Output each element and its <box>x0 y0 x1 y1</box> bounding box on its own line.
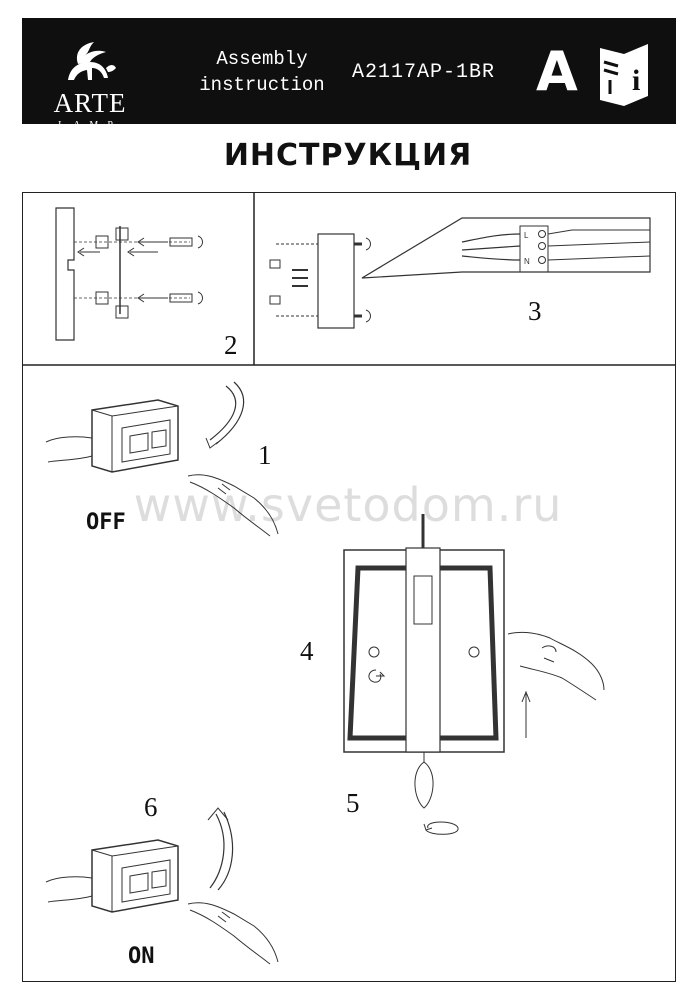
hand-push-illustration <box>504 620 624 750</box>
wall-lamp-illustration <box>340 510 510 810</box>
power-switch-off-illustration <box>38 380 288 550</box>
step-number-3: 3 <box>528 296 542 326</box>
terminal-label-l: L <box>524 231 529 240</box>
terminal-label-n: N <box>524 257 530 266</box>
switch-on-label: ON <box>128 944 155 969</box>
wiring-diagram <box>262 208 662 338</box>
step-number-6: 6 <box>144 792 158 822</box>
watermark: www.svetodom.ru <box>133 478 563 532</box>
document-letter: A <box>536 40 578 103</box>
brand-name: ARTE <box>53 88 127 118</box>
switch-off-label: OFF <box>86 510 126 535</box>
power-switch-on-illustration <box>38 800 288 970</box>
rotate-arrow-icon <box>420 816 464 840</box>
document-title: Assembly instruction <box>199 48 325 96</box>
step-number-2: 2 <box>224 330 238 360</box>
model-number: A2117AP-1BR <box>352 61 496 84</box>
wall-mount-diagram <box>40 200 250 350</box>
step-number-4: 4 <box>300 636 314 666</box>
page-heading: ИНСТРУКЦИЯ <box>223 138 473 173</box>
step-number-5: 5 <box>346 788 360 818</box>
brand-subtitle: LAMP <box>58 120 122 131</box>
step-number-1: 1 <box>258 440 272 470</box>
book-info-letter: i <box>632 64 641 97</box>
